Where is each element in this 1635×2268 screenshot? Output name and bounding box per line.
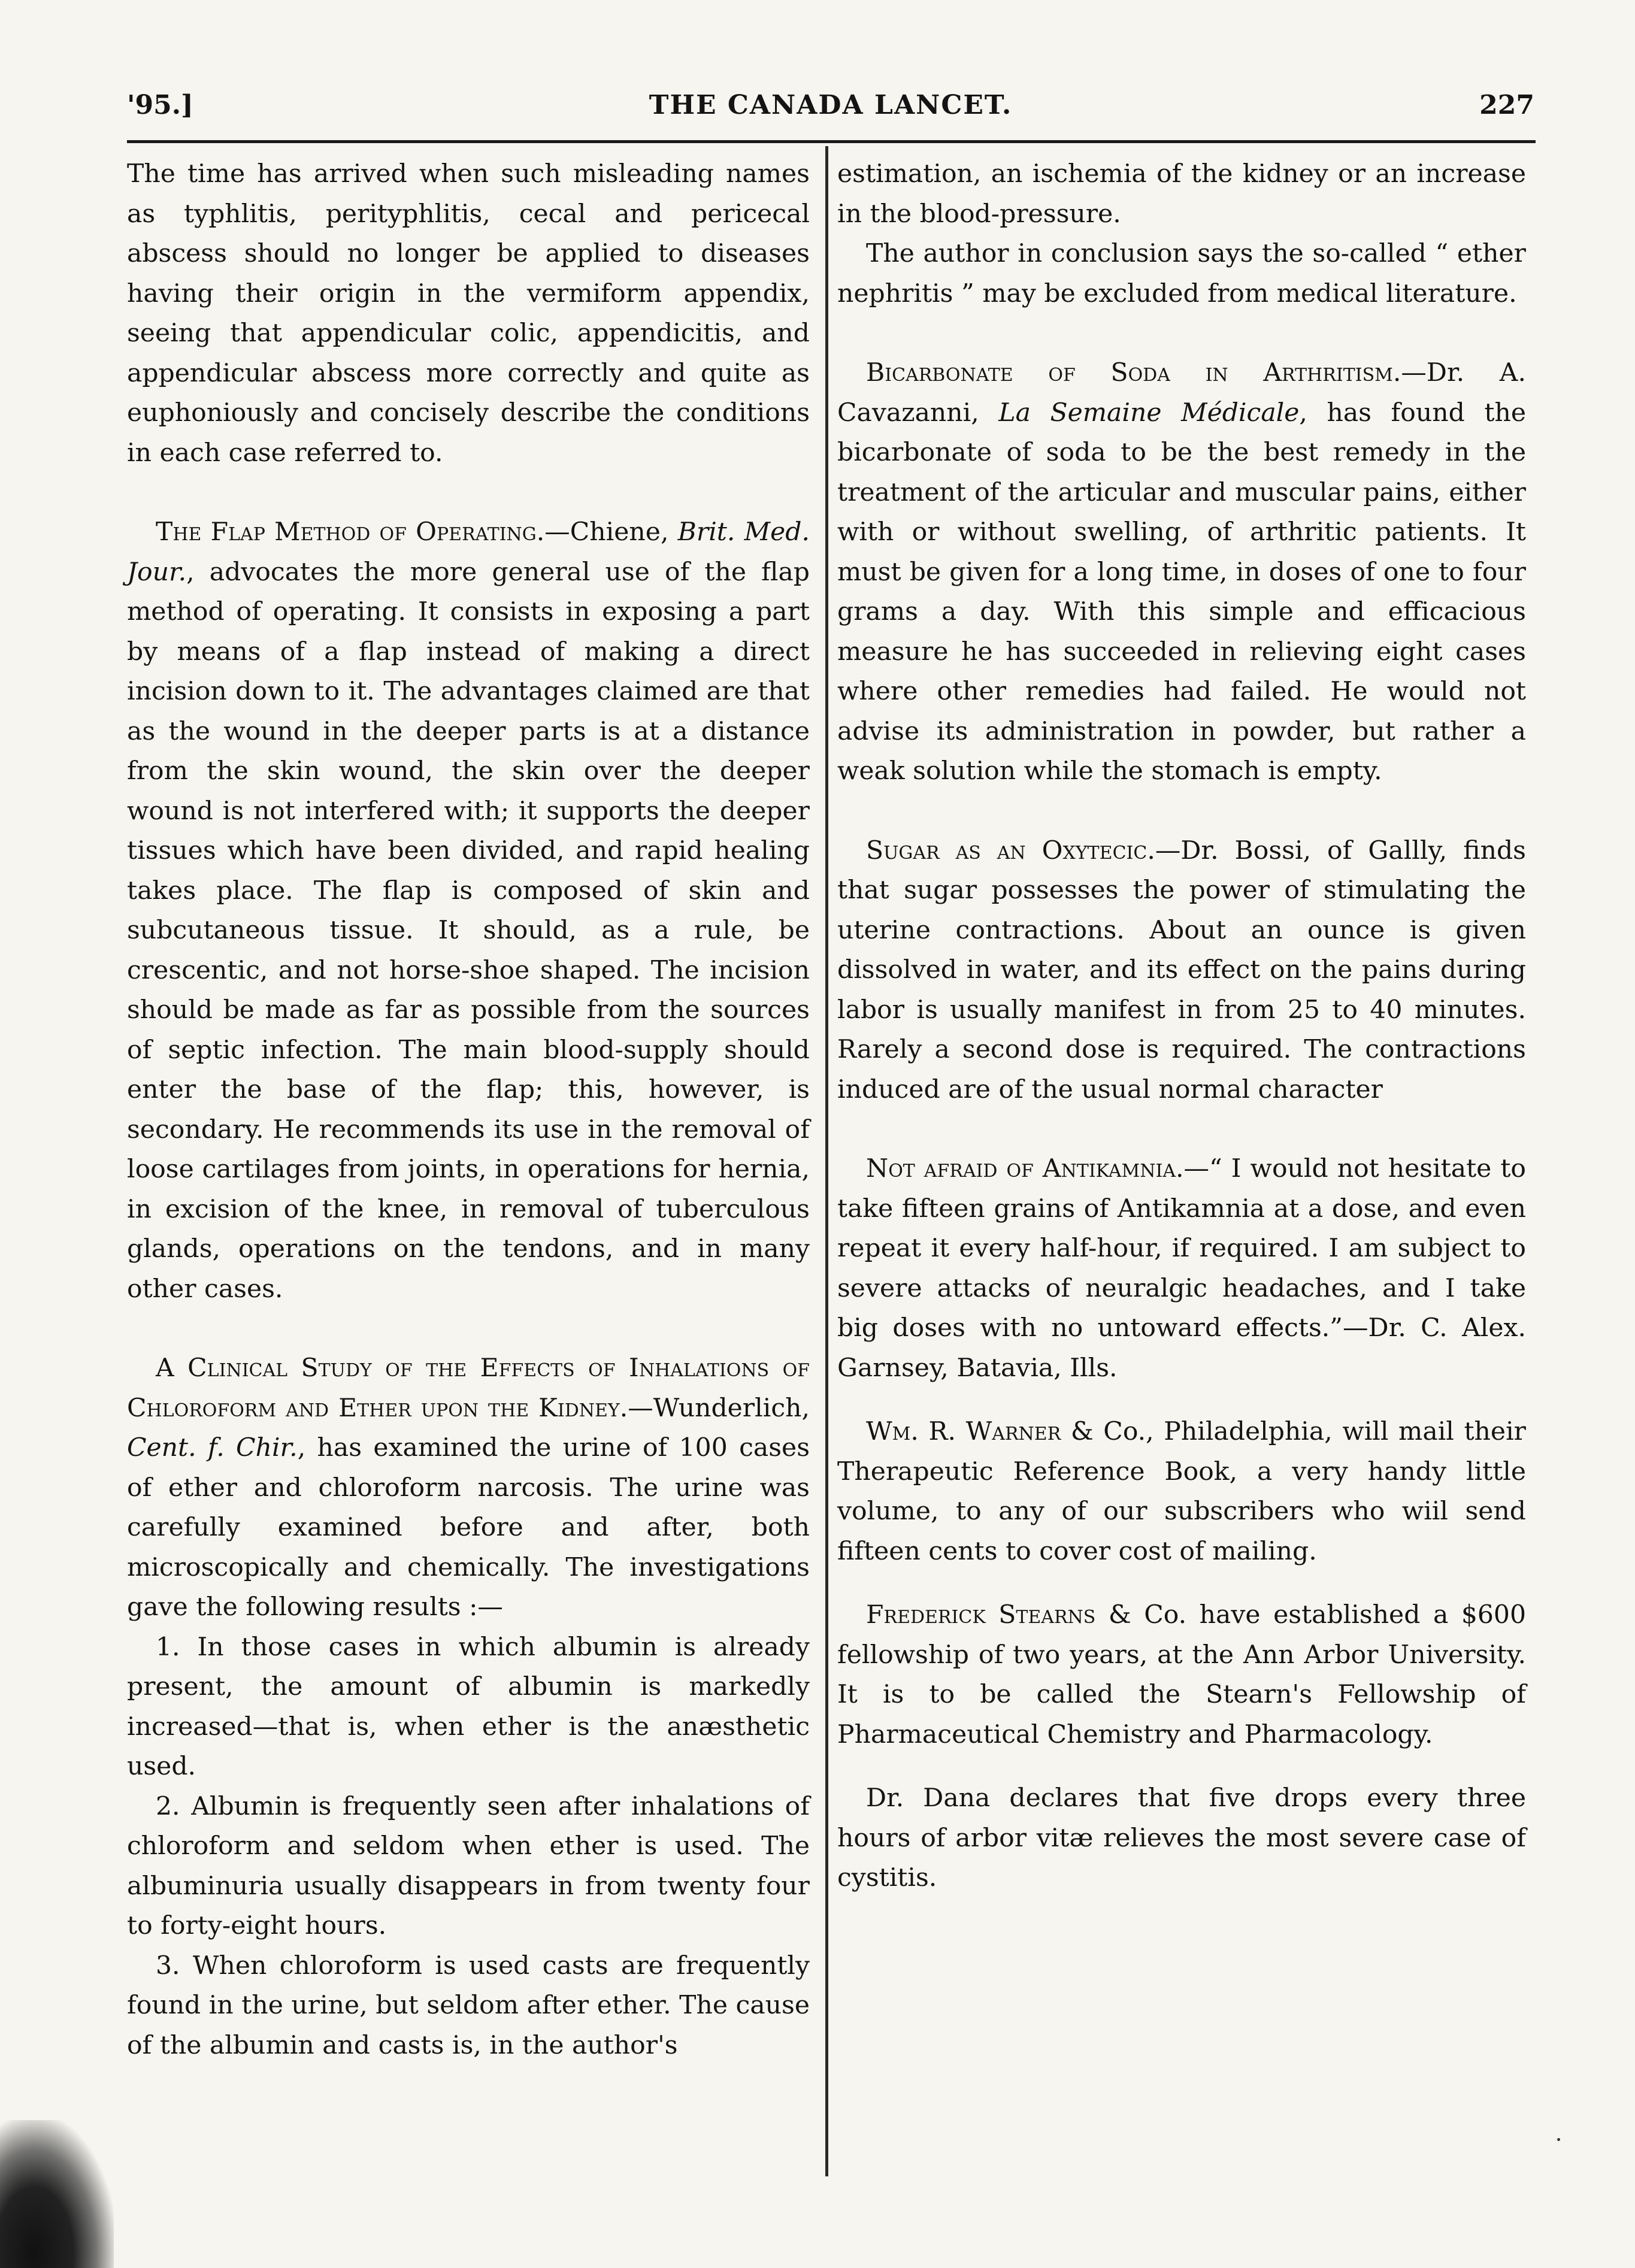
article-body: , has found the bicarbonate of soda to be the best remedy in the treatment of the articular and muscular pains, either with or without swelling, of arthritic patients. It must be given for a long time, in doses of one to four grams a day. With this simple and efficacious measure he has succeeded in relieving eight cases where other remedies had failed. He would not advise its administration in powder, but rather a weak solution while the stomach is empty. (837, 398, 1526, 786)
article-source: Brit. Med. Jour. (127, 517, 810, 587)
result-item: 2. Albumin is frequently seen after inhalations of chloroform and seldom when ether is used. The albuminuria usually disappears in from twenty four to forty-eight hours. (127, 1791, 810, 1940)
continued-paragraph: estimation, an ischemia of the kidney or an increase in the blood-pressure. (837, 159, 1526, 229)
article-heading: Sugar as an Oxytecic. (866, 835, 1155, 865)
article-author: —Wunderlich, (628, 1393, 810, 1423)
stearns-notice (837, 1595, 1526, 1755)
article-heading: Frederick Stearns (866, 1600, 1096, 1630)
dana-notice: Dr. Dana declares that five drops every three hours of arbor vitæ relieves the most severe case of cystitis. (837, 1783, 1526, 1892)
volume-year: '95.] (127, 90, 193, 120)
article-source: La Semaine Médicale (998, 398, 1300, 428)
article-body: —“ I would not hesitate to take fifteen grains of Antikamnia at a dose, and even repeat it every half-hour, if required. I am subject to severe attacks of neuralgic headaches, and I take big doses with no untoward effects.”—Dr. C. Alex. Garnsey, Batavia, Ills. (837, 1154, 1526, 1383)
sugar-article (837, 831, 1526, 1110)
article-heading: Not afraid of Antikamnia. (866, 1154, 1184, 1183)
article-heading: The Flap Method of Operating. (156, 517, 545, 547)
article-heading: A Clinical Study of the Effects of Inhalations of Chloroform and Ether upon the Kidney. (127, 1353, 810, 1423)
article-body: , advocates the more general use of the flap method of operating. It consists in exposing a part by means of a flap instead of making a direct incision down to it. The advantages claimed are that as the wound in the deeper parts is at a distance from the skin wound, the skin over the deeper wound is not interfered with; it supports the deeper tissues which have been divided, and rapid healing takes place. The flap is composed of skin and subcutaneous tissue. It should, as a rule, be crescentic, and not horse-shoe shaped. The incision should be made as far as possible from the sources of septic infection. The main blood-supply should enter the base of the flap; this, however, is secondary. He recommends its use in the removal of loose cartilages from joints, in operations for hernia, in excision of the knee, in removal of tuberculous glands, operations on the tendons, and in many other cases. (127, 557, 810, 1304)
bicarbonate-article (837, 353, 1526, 792)
article-body: & Co., Philadelphia, will mail their Therapeutic Reference Book, a very handy little volume, to any of our subscribers who wiil send fifteen cents to cover cost of mailing. (837, 1417, 1526, 1566)
left-column (127, 155, 810, 2066)
flap-method-article (127, 513, 810, 1309)
article-body: , has examined the urine of 100 cases of ether and chloroform narcosis. The urine was carefully examined before and after, both microscopically and chemically. The investigations gave the following results :— (127, 1433, 810, 1622)
result-item: 3. When chloroform is used casts are frequently found in the urine, but seldom after ether. The cause of the albumin and casts is, in the author's (127, 1951, 810, 2060)
article-heading: Wm. R. Warner (866, 1417, 1061, 1446)
article-heading: Bicarbonate of Soda in Arthritism. (866, 358, 1401, 387)
conclusion-paragraph: The author in conclusion says the so-called “ ether nephritis ” may be excluded from medical literature. (837, 239, 1526, 308)
article-body: & Co. have established a $600 fellowship of two years, at the Ann Arbor University. It is to be called the Stearn's Fellowship of Pharmaceutical Chemistry and Pharmacology. (837, 1600, 1526, 1749)
article-author: —Dr. A. Cavazanni, (837, 358, 1526, 428)
journal-title: THE CANADA LANCET. (649, 90, 1013, 120)
article-body: —Dr. Bossi, of Gallly, finds that sugar possesses the power of stimulating the uterine contractions. About an ounce is given dissolved in water, and its effect on the pains during labor is usually manifest in from 25 to 40 minutes. Rarely a second dose is required. The contractions induced are of the usual normal character (837, 835, 1526, 1104)
right-column (837, 155, 1526, 1898)
article-author: —Chiene, (544, 517, 678, 547)
clinical-study-article (127, 1349, 810, 1628)
appendix-paragraph: The time has arrived when such misleading names as typhlitis, perityphlitis, cecal and pericecal abscess should no longer be applied to diseases having their origin in the vermiform appendix, seeing that appendicular colic, appendicitis, and appendicular abscess more correctly and quite as euphoniously and concisely describe the conditions in each case referred to. (127, 159, 810, 468)
ink-speck (1557, 2138, 1560, 2141)
warner-notice (837, 1412, 1526, 1571)
antikamnia-article (837, 1149, 1526, 1388)
column-divider (825, 146, 828, 2176)
running-header (127, 90, 1534, 139)
page-number: 227 (1479, 90, 1534, 120)
ink-blot-mark (0, 2120, 114, 2268)
header-rule (127, 140, 1536, 143)
article-source: Cent. f. Chir. (127, 1433, 298, 1462)
result-item: 1. In those cases in which albumin is already present, the amount of albumin is markedly increased—that is, when ether is the anæsthetic used. (127, 1632, 810, 1781)
